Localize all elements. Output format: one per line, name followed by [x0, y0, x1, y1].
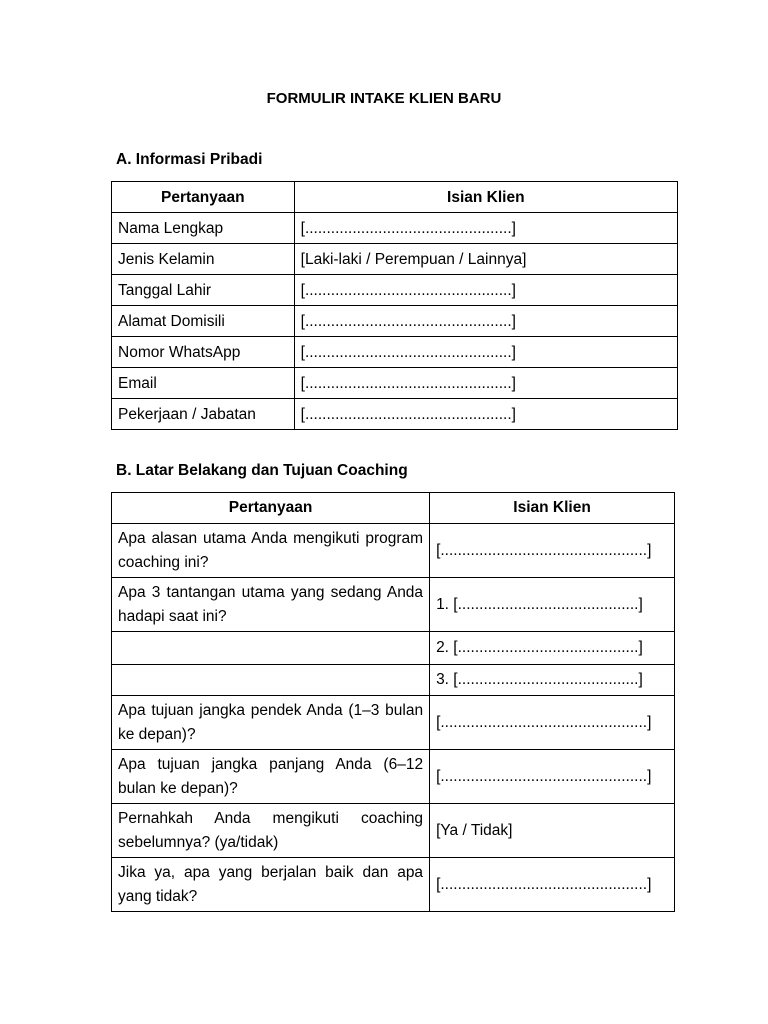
- table-row: [112, 368, 678, 399]
- document-title: FORMULIR INTAKE KLIEN BARU: [266, 90, 502, 107]
- question-cell: Apa tujuan jangka panjang Anda (6–12 bulan ke depan)?: [112, 750, 430, 804]
- answer-field[interactable]: [................................................]: [430, 696, 675, 750]
- question-cell: Nomor WhatsApp: [112, 337, 295, 368]
- table-row: [112, 306, 678, 337]
- answer-field[interactable]: [Ya / Tidak]: [430, 804, 675, 858]
- answer-field[interactable]: [Laki-laki / Perempuan / Lainnya]: [294, 244, 677, 275]
- table-row: [112, 665, 675, 696]
- question-cell: Pernahkah Anda mengikuti coaching sebelumnya? (ya/tidak): [112, 804, 430, 858]
- table-row: [112, 858, 675, 912]
- answer-field[interactable]: 3. [..........................................]: [430, 665, 675, 696]
- question-cell: Jika ya, apa yang berjalan baik dan apa yang tidak?: [112, 858, 430, 912]
- question-cell: Email: [112, 368, 295, 399]
- column-header-question: Pertanyaan: [112, 182, 295, 213]
- table-header-row: [112, 493, 675, 524]
- column-header-answer: Isian Klien: [430, 493, 675, 524]
- section-a-heading: A. Informasi Pribadi: [116, 151, 263, 168]
- answer-field[interactable]: [................................................]: [430, 750, 675, 804]
- table-row: [112, 213, 678, 244]
- question-cell: Apa alasan utama Anda mengikuti program coaching ini?: [112, 524, 430, 578]
- answer-field[interactable]: [................................................]: [294, 337, 677, 368]
- answer-field[interactable]: [................................................]: [430, 858, 675, 912]
- question-cell: Alamat Domisili: [112, 306, 295, 337]
- table-row: [112, 750, 675, 804]
- table-row: [112, 244, 678, 275]
- table-row: [112, 696, 675, 750]
- section-b-heading: B. Latar Belakang dan Tujuan Coaching: [116, 462, 408, 479]
- question-cell: [112, 632, 430, 665]
- question-cell: Pekerjaan / Jabatan: [112, 399, 295, 430]
- table-row: [112, 337, 678, 368]
- table-row: [112, 804, 675, 858]
- question-cell: Jenis Kelamin: [112, 244, 295, 275]
- answer-field[interactable]: [................................................]: [294, 399, 677, 430]
- answer-field[interactable]: [................................................]: [430, 524, 675, 578]
- table-row: [112, 275, 678, 306]
- question-cell: Apa 3 tantangan utama yang sedang Anda hadapi saat ini?: [112, 578, 430, 632]
- answer-field[interactable]: 1. [..........................................]: [430, 578, 675, 632]
- question-cell: Tanggal Lahir: [112, 275, 295, 306]
- answer-field[interactable]: [................................................]: [294, 275, 677, 306]
- answer-field[interactable]: 2. [..........................................]: [430, 632, 675, 665]
- column-header-question: Pertanyaan: [112, 493, 430, 524]
- answer-field[interactable]: [................................................]: [294, 368, 677, 399]
- answer-field[interactable]: [................................................]: [294, 306, 677, 337]
- coaching-background-table: [111, 492, 675, 912]
- question-cell: Apa tujuan jangka pendek Anda (1–3 bulan ke depan)?: [112, 696, 430, 750]
- question-cell: Nama Lengkap: [112, 213, 295, 244]
- table-row: [112, 578, 675, 632]
- answer-field[interactable]: [................................................]: [294, 213, 677, 244]
- column-header-answer: Isian Klien: [294, 182, 677, 213]
- table-row: [112, 399, 678, 430]
- table-header-row: [112, 182, 678, 213]
- table-row: [112, 524, 675, 578]
- question-cell: [112, 665, 430, 696]
- table-row: [112, 632, 675, 665]
- personal-info-table: [111, 181, 678, 430]
